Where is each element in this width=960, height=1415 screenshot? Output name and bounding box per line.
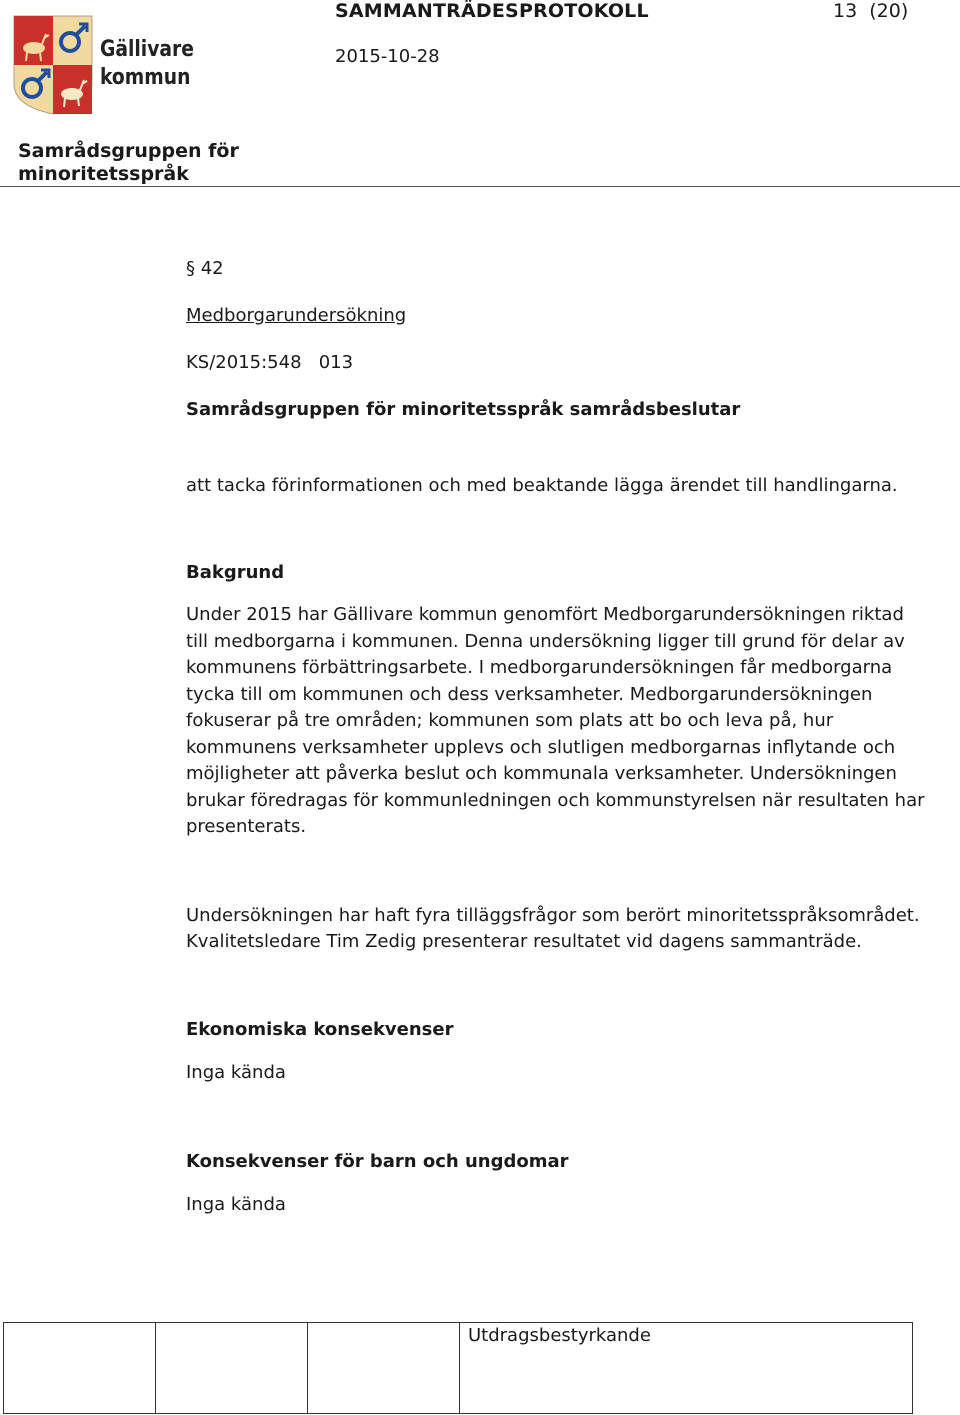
economic-heading: Ekonomiska konsekvenser [186,1018,454,1040]
group-name-line1: Samrådsgruppen för [18,140,239,162]
case-number: KS/2015:548 013 [186,352,354,373]
logo-text-line1: Gällivare [100,37,194,62]
document-title: SAMMANTRÄDESPROTOKOLL [335,0,649,22]
economic-text: Inga kända [186,1062,286,1083]
page-number: 13 (20) [833,0,909,22]
children-heading: Konsekvenser för barn och ungdomar [186,1150,569,1172]
survey-paragraph: Undersökningen har haft fyra tilläggsfrågor som berört minoritetsspråksområdet. Kvalitetsledare Tim Zedig presenterar resultatet vid dagens sammanträde. [186,904,920,952]
signature-cell-3 [308,1323,460,1413]
group-name-line2: minoritetsspråk [18,163,189,185]
subject-title: Medborgarundersökning [186,304,407,326]
logo-text [100,36,194,92]
section-number: § 42 [186,258,224,279]
signature-cell-extract-certification [460,1323,912,1413]
extract-certification-label: Utdragsbestyrkande [468,1325,651,1346]
logo-text-line2: kommun [100,65,191,90]
header-divider [0,186,960,187]
meeting-date: 2015-10-28 [335,46,440,67]
group-name [18,140,239,186]
background-heading: Bakgrund [186,561,285,583]
decision-text: att tacka förinformationen och med beaktande lägga ärendet till handlingarna. [186,475,898,496]
decision-heading: Samrådsgruppen för minoritetsspråk samrådsbeslutar [186,398,741,420]
protocol-body [186,256,926,1219]
signature-table [3,1322,913,1414]
signature-cell-2 [156,1323,308,1413]
children-text: Inga kända [186,1194,286,1215]
background-text: Under 2015 har Gällivare kommun genomfört Medborgarundersökningen riktad till medborgarna i kommunen. Denna undersökning ligger till grund för delar av kommunens förbättringsarbete. I medborgarundersökningen får medborgarna tycka till om kommunen och dess verksamheter. Medborgarundersökningen fokuserar på tre områden; kommunen som plats att bo och leva på, hur kommunens verksamheter upplevs och slutligen medborgarnas inflytande och möjligheter att påverka beslut och kommunala verksamheter. Undersökningen brukar föredragas för kommunledningen och kommunstyrelsen när resultaten har presenterats. [186,604,925,837]
signature-cell-1 [4,1323,156,1413]
